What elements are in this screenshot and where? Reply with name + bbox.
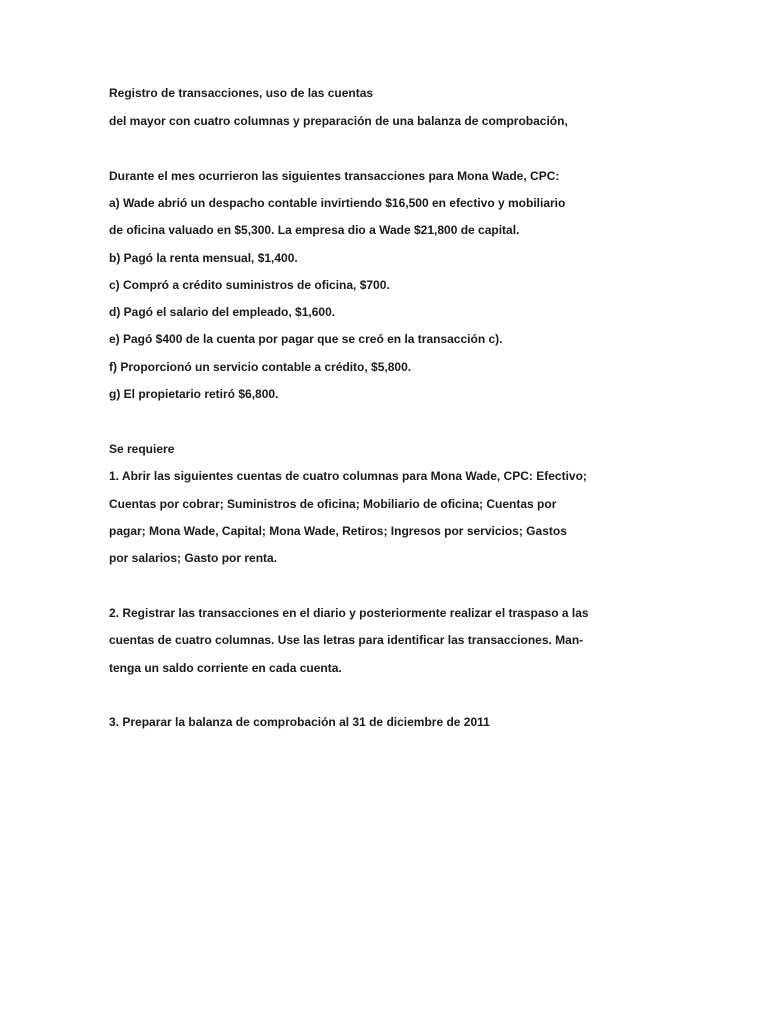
requirement-1-line-3: pagar; Mona Wade, Capital; Mona Wade, Retiros; Ingresos por servicios; Gastos	[109, 524, 567, 538]
transaction-c: c) Compró a crédito suministros de oficina, $700.	[109, 278, 390, 292]
transaction-e: e) Pagó $400 de la cuenta por pagar que se creó en la transacción c).	[109, 332, 503, 346]
transaction-g: g) El propietario retiró $6,800.	[109, 387, 279, 401]
requirement-1-line-2: Cuentas por cobrar; Suministros de oficina; Mobiliario de oficina; Cuentas por	[109, 497, 557, 511]
transaction-d: d) Pagó el salario del empleado, $1,600.	[109, 305, 336, 319]
requirement-3: 3. Preparar la balanza de comprobación al 31 de diciembre de 2011	[109, 715, 490, 729]
requirement-1-line-1: 1. Abrir las siguientes cuentas de cuatro columnas para Mona Wade, CPC: Efectivo;	[109, 469, 587, 483]
requirement-2-line-3: tenga un saldo corriente en cada cuenta.	[109, 661, 342, 675]
requirement-2-line-1: 2. Registrar las transacciones en el diario y posteriormente realizar el traspaso a las	[109, 606, 589, 620]
transaction-a-line-2: de oficina valuado en $5,300. La empresa dio a Wade $21,800 de capital.	[109, 223, 520, 237]
requirement-2-line-2: cuentas de cuatro columnas. Use las letras para identificar las transacciones. Man-	[109, 633, 584, 647]
intro-paragraph: Durante el mes ocurrieron las siguientes transacciones para Mona Wade, CPC:	[109, 169, 560, 183]
title-line-1: Registro de transacciones, uso de las cuentas	[109, 86, 374, 100]
requirement-1-line-4: por salarios; Gasto por renta.	[109, 551, 278, 565]
transaction-b: b) Pagó la renta mensual, $1,400.	[109, 251, 298, 265]
requirements-heading: Se requiere	[109, 442, 175, 456]
title-line-2: del mayor con cuatro columnas y preparación de una balanza de comprobación,	[109, 114, 568, 128]
transaction-f: f) Proporcionó un servicio contable a crédito, $5,800.	[109, 360, 412, 374]
transaction-a-line-1: a) Wade abrió un despacho contable invirtiendo $16,500 en efectivo y mobiliario	[109, 196, 566, 210]
